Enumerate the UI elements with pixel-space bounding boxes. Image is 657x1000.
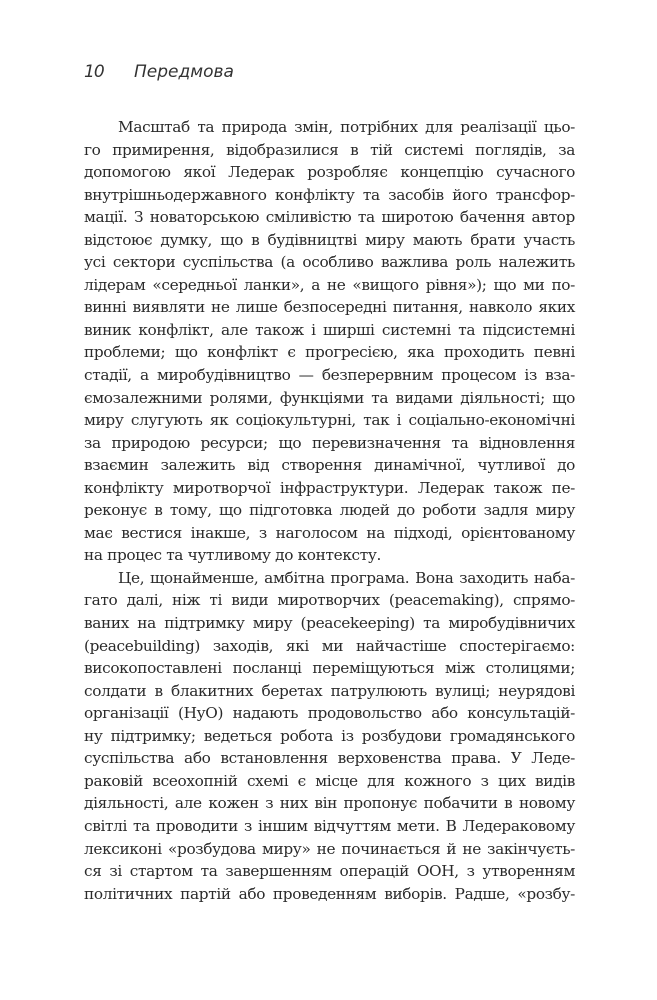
paragraph: [84, 116, 575, 567]
text-line: го примирення, відобразилися в тій системі поглядів, за: [84, 140, 575, 159]
running-title: Передмова: [134, 62, 234, 82]
page-number: 10: [84, 62, 104, 82]
text-line: світлі та проводити з іншим відчуттям мети. В Ледераковому: [84, 816, 575, 835]
text-line: (peacebuilding) заходів, які ми найчастіше спостерігаємо:: [84, 636, 575, 655]
text-line: за природою ресурси; що перевизначення та відновлення: [84, 433, 575, 452]
text-line: мації. З новаторською сміливістю та широтою бачення автор: [84, 208, 575, 227]
text-line: високопоставлені посланці переміщуються між столицями;: [84, 659, 575, 678]
text-line: миру слугують як соціокультурні, так і соціально-економічні: [84, 411, 575, 430]
text-line: солдати в блакитних беретах патрулюють вулиці; неурядові: [84, 681, 575, 700]
text-line: Масштаб та природа змін, потрібних для реалізації цьо-: [118, 118, 575, 136]
text-line: ємозалежними ролями, функціями та видами діяльності; що: [84, 388, 575, 407]
text-line: реконує в тому, що підготовка людей до роботи задля миру: [84, 501, 575, 520]
text-line: відстоює думку, що в будівництві миру мають брати участь: [84, 230, 575, 249]
text-line: лексиконі «розбудова миру» не починається й не закінчуєть-: [84, 839, 575, 858]
text-line: стадії, а миробудівництво — безперервним процесом із вза-: [84, 366, 575, 385]
text-line: раковій всеохопній схемі є місце для кожного з цих видів: [84, 771, 575, 790]
running-header: [84, 62, 234, 82]
paragraph: [84, 567, 575, 905]
text-line: гато далі, ніж ті види миротворчих (peacemaking), спрямо-: [84, 591, 575, 610]
text-line: взаємин залежить від створення динамічної, чутливої до: [84, 456, 575, 475]
text-line: діяльності, але кожен з них він пропонує побачити в новому: [84, 794, 575, 813]
text-line: усі сектори суспільства (а особливо важлива роль належить: [84, 253, 575, 272]
text-line: внутрішньодержавного конфлікту та засобів його трансфор-: [84, 185, 575, 204]
text-line: організації (НуО) надають продовольство або консультацій-: [84, 704, 575, 723]
text-line: лідерам «середньої ланки», а не «вищого рівня»); що ми по-: [84, 275, 575, 294]
text-line: на процес та чутливому до контексту.: [84, 546, 382, 565]
text-line: виник конфлікт, але також і ширші системні та підсистемні: [84, 320, 575, 339]
text-line: має вестися інакше, з наголосом на підході, орієнтованому: [84, 523, 575, 542]
text-line: Це, щонайменше, амбітна програма. Вона заходить наба-: [118, 568, 575, 587]
text-line: ся зі стартом та завершенням операцій ООН, з утворенням: [84, 862, 575, 881]
text-line: ваних на підтримку миру (peacekeeping) та миробудівничих: [84, 614, 575, 633]
text-line: політичних партій або проведенням виборів. Радше, «розбу-: [84, 884, 575, 903]
text-line: проблеми; що конфлікт є прогресією, яка проходить певні: [84, 343, 575, 362]
text-line: допомогою якої Ледерак розробляє концепцію сучасного: [84, 163, 575, 182]
text-line: ну підтримку; ведеться робота із розбудови громадянського: [84, 726, 575, 745]
text-line: винні виявляти не лише безпосередні питання, навколо яких: [84, 298, 575, 317]
text-line: суспільства або встановлення верховенства права. У Леде-: [84, 749, 575, 768]
page-body-text: [84, 116, 575, 905]
text-line: конфлікту миротворчої інфраструктури. Ледерак також пе-: [84, 478, 575, 497]
